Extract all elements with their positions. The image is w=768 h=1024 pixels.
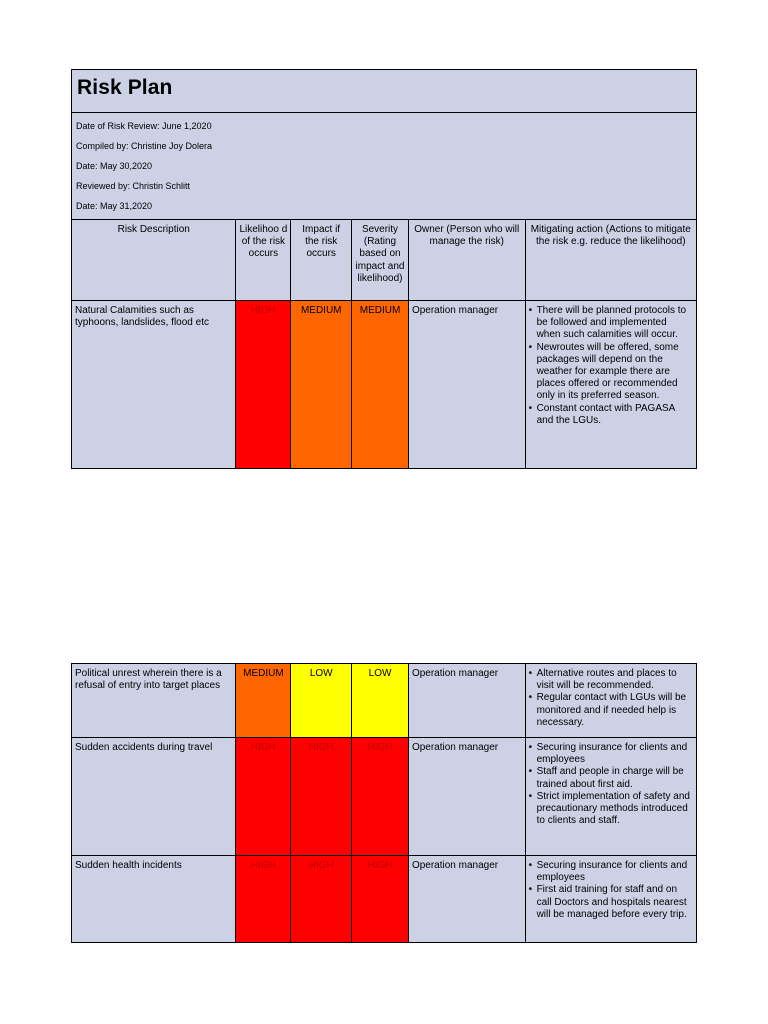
header-impact: Impact if the risk occurs bbox=[291, 220, 352, 300]
severity-rating: LOW bbox=[352, 664, 409, 737]
mitigation-list bbox=[526, 738, 696, 831]
title-row bbox=[72, 70, 696, 113]
page-title: Risk Plan bbox=[77, 76, 173, 99]
table-row bbox=[72, 664, 696, 738]
header-row bbox=[72, 220, 696, 301]
severity-rating: HIGH bbox=[352, 738, 409, 855]
impact-rating: LOW bbox=[291, 664, 352, 737]
list-item: • Strict implementation of safety and precautionary methods introduced to clients and staff. bbox=[529, 791, 692, 828]
table-row bbox=[72, 301, 696, 468]
header-mitigation: Mitigating action (Actions to mitigate the risk e.g. reduce the likelihood) bbox=[530, 224, 691, 248]
reviewed-date: Date: May 31,2020 bbox=[76, 201, 153, 211]
mitigation-list bbox=[526, 856, 696, 925]
mitigation-cell bbox=[526, 856, 696, 942]
likelihood-rating: MEDIUM bbox=[236, 664, 291, 737]
list-item: • Staff and people in charge will be trained about first aid. bbox=[529, 766, 692, 790]
risk-description: Sudden accidents during travel bbox=[72, 738, 236, 855]
header-owner: Owner (Person who will manage the risk) bbox=[409, 220, 526, 300]
impact-rating: HIGH bbox=[291, 856, 352, 942]
risk-description: Political unrest wherein there is a refusal of entry into target places bbox=[72, 664, 236, 737]
risk-description: Natural Calamities such as typhoons, landslides, flood etc bbox=[72, 301, 236, 468]
review-date: Date of Risk Review: June 1,2020 bbox=[76, 121, 212, 131]
likelihood-rating: HIGH bbox=[236, 738, 291, 855]
risk-plan-table-continued bbox=[71, 663, 697, 943]
reviewed-by: Reviewed by: Christin Schlitt bbox=[76, 181, 191, 191]
impact-rating: MEDIUM bbox=[291, 301, 352, 468]
list-item: • First aid training for staff and on call Doctors and hospitals nearest will be managed before every trip. bbox=[529, 884, 692, 921]
list-item: • Regular contact with LGUs will be monitored and if needed help is necessary. bbox=[529, 692, 692, 729]
list-item: • Securing insurance for clients and employees bbox=[529, 860, 692, 884]
risk-owner: Operation manager bbox=[409, 664, 526, 737]
mitigation-list bbox=[526, 301, 696, 431]
list-item: • There will be planned protocols to be followed and implemented when such calamities will occur. bbox=[529, 305, 692, 342]
risk-description: Sudden health incidents bbox=[72, 856, 236, 942]
table-row bbox=[72, 856, 696, 942]
likelihood-rating: HIGH bbox=[236, 856, 291, 942]
header-description: Risk Description bbox=[72, 220, 236, 300]
mitigation-list bbox=[526, 664, 696, 733]
compiled-date: Date: May 30,2020 bbox=[76, 161, 153, 171]
list-item: • Alternative routes and places to visit will be recommended. bbox=[529, 668, 692, 692]
list-item: • Securing insurance for clients and employees bbox=[529, 742, 692, 766]
mitigation-cell bbox=[526, 664, 696, 737]
meta-block bbox=[72, 113, 696, 220]
risk-owner: Operation manager bbox=[409, 856, 526, 942]
mitigation-cell bbox=[526, 738, 696, 855]
risk-plan-table bbox=[71, 69, 697, 469]
table-row bbox=[72, 738, 696, 856]
risk-owner: Operation manager bbox=[409, 301, 526, 468]
severity-rating: HIGH bbox=[352, 856, 409, 942]
header-severity: Severity (Rating based on impact and likelihood) bbox=[352, 220, 409, 300]
mitigation-cell bbox=[526, 301, 696, 468]
risk-owner: Operation manager bbox=[409, 738, 526, 855]
impact-rating: HIGH bbox=[291, 738, 352, 855]
list-item: • Constant contact with PAGASA and the LGUs. bbox=[529, 403, 692, 427]
likelihood-rating: HIGH bbox=[236, 301, 291, 468]
list-item: • Newroutes will be offered, some packages will depend on the weather for example there are places offered or recommended only in its preferred season. bbox=[529, 342, 692, 403]
header-likelihood: Likelihoo d of the risk occurs bbox=[236, 220, 291, 300]
compiled-by: Compiled by: Christine Joy Dolera bbox=[76, 141, 213, 151]
severity-rating: MEDIUM bbox=[352, 301, 409, 468]
